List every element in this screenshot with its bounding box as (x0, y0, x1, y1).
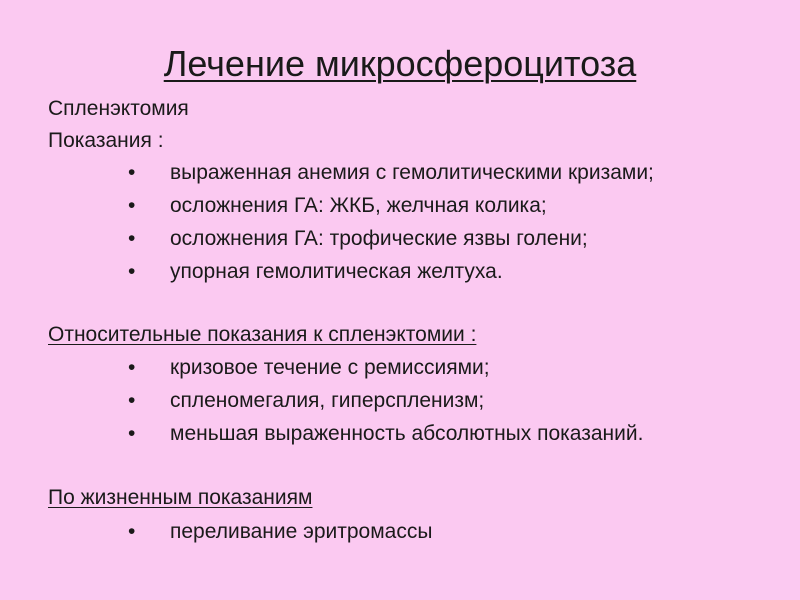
bullet-icon: • (128, 260, 136, 283)
section-splenectomy: Спленэктомия (48, 97, 189, 120)
bullet-icon: • (128, 389, 136, 412)
indication-text: осложнения ГА: трофические язвы голени; (170, 227, 588, 250)
section-vital-indications: По жизненным показаниям (48, 486, 313, 509)
indication-text: осложнения ГА: ЖКБ, желчная колика; (170, 194, 547, 217)
bullet-icon: • (128, 356, 136, 379)
vital-indication-text: переливание эритромассы (170, 520, 433, 543)
bullet-icon: • (128, 227, 136, 250)
indication-text: выраженная анемия с гемолитическими кризами; (170, 161, 654, 184)
bullet-icon: • (128, 520, 136, 543)
section-relative-indications: Относительные показания к спленэктомии : (48, 323, 477, 346)
relative-indication-text: спленомегалия, гиперспленизм; (170, 389, 485, 412)
slide-title (0, 42, 800, 86)
section-indications: Показания : (48, 129, 164, 152)
relative-indication-text: меньшая выраженность абсолютных показаний. (170, 422, 644, 445)
slide-title-text: Лечение микросфероцитоза (163, 43, 637, 84)
relative-indication-text: кризовое течение с ремиссиями; (170, 356, 490, 379)
bullet-icon: • (128, 194, 136, 217)
bullet-icon: • (128, 422, 136, 445)
bullet-icon: • (128, 161, 136, 184)
indication-text: упорная гемолитическая желтуха. (170, 260, 503, 283)
